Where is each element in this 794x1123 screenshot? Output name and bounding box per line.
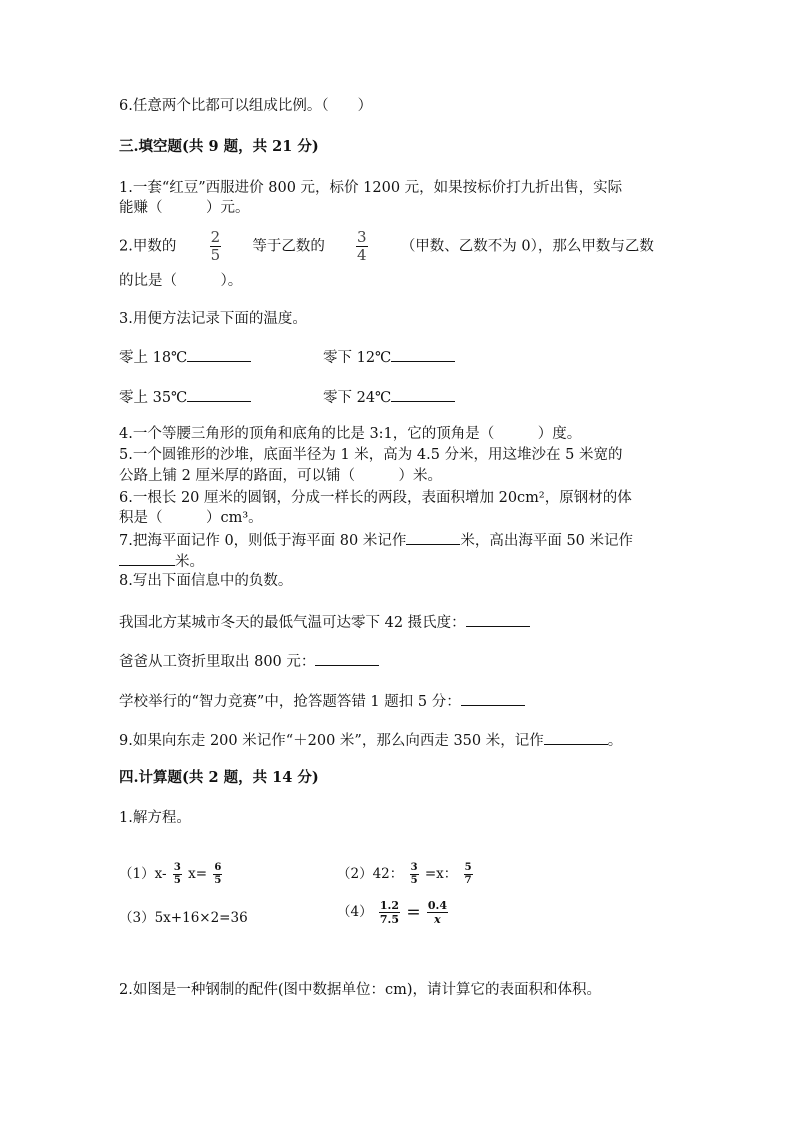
temperature-item-4: 零下 24℃ bbox=[323, 386, 455, 407]
calc-q2: 2.如图是一种钢制的配件(图中数据单位：cm)，请计算它的表面积和体积。 bbox=[119, 982, 602, 998]
answer-blank[interactable] bbox=[119, 550, 175, 566]
fill-q6-line1: 6.一根长 20 厘米的圆钢，分成一样长的两段，表面积增加 20cm²，原钢材的体 bbox=[119, 490, 632, 506]
answer-blank[interactable] bbox=[461, 690, 525, 706]
fraction-two-fifths: $\frac{2}{5}$ bbox=[210, 228, 221, 264]
fraction-three-fifths: $\frac{3}{5}$ bbox=[410, 862, 418, 886]
temperature-item-1: 零上 18℃ bbox=[119, 346, 251, 367]
equation-1: （1）x- $\frac{3}{5}$ x= $\frac{6}{5}$ bbox=[119, 862, 222, 886]
answer-blank[interactable] bbox=[466, 611, 530, 627]
fill-q1-line1: 1.一套“红豆”西服进价 800 元，标价 1200 元，如果按标价打九折出售，实际 bbox=[119, 180, 623, 196]
fill-q3: 3.用便方法记录下面的温度。 bbox=[119, 311, 307, 327]
fill-q2-prefix: 2.甲数的 bbox=[119, 238, 177, 255]
temperature-item-3: 零上 35℃ bbox=[119, 386, 251, 407]
fill-q8-item1: 我国北方某城市冬天的最低气温可达零下 42 摄氏度： bbox=[119, 611, 530, 633]
equation-3: （3）5x+16×2=36 bbox=[119, 910, 248, 926]
fill-q8: 8.写出下面信息中的负数。 bbox=[119, 573, 293, 589]
fill-q2-mid: 等于乙数的 bbox=[252, 238, 325, 255]
fill-q4: 4.一个等腰三角形的顶角和底角的比是 3:1，它的顶角是（ ）度。 bbox=[119, 426, 582, 442]
answer-blank[interactable] bbox=[544, 729, 608, 745]
fill-q8-item2: 爸爸从工资折里取出 800 元： bbox=[119, 650, 379, 672]
answer-blank[interactable] bbox=[315, 650, 379, 666]
fill-q6-line2: 积是（ ）cm³。 bbox=[119, 510, 263, 526]
fill-q1-line2: 能赚（ ）元。 bbox=[119, 200, 250, 216]
equation-4: （4） $\frac{1.2}{7.5}$ = $\frac{0.4}{x}$ bbox=[337, 899, 448, 926]
fill-q9: 9.如果向东走 200 米记作“＋200 米”，那么向西走 350 米，记作 。 bbox=[119, 729, 622, 751]
answer-blank[interactable] bbox=[391, 386, 455, 402]
section-3-heading: 三.填空题(共 9 题，共 21 分) bbox=[119, 138, 319, 155]
fill-q5-line2: 公路上铺 2 厘米厚的路面，可以铺（ ）米。 bbox=[119, 468, 442, 484]
fraction-three-fourths: $\frac{3}{4}$ bbox=[357, 228, 367, 264]
fill-q5-line1: 5.一个圆锥形的沙堆，底面半径为 1 米，高为 4.5 分米，用这堆沙在 5 米宽的 bbox=[119, 447, 623, 463]
fraction-six-fifths: $\frac{6}{5}$ bbox=[214, 862, 222, 886]
fill-q2-suffix: （甲数、乙数不为 0），那么甲数与乙数 bbox=[400, 238, 654, 255]
fraction-0-4-over-x: $\frac{0.4}{x}$ bbox=[427, 899, 448, 926]
fraction-three-fifths: $\frac{3}{5}$ bbox=[173, 862, 181, 886]
equation-2: （2）42： $\frac{3}{5}$ =x： $\frac{5}{7}$ bbox=[337, 862, 472, 886]
section-4-heading: 四.计算题(共 2 题，共 14 分) bbox=[119, 769, 319, 786]
answer-blank[interactable] bbox=[406, 529, 460, 545]
true-false-question-6: 6.任意两个比都可以组成比例。（ ） bbox=[119, 98, 373, 114]
calc-q1: 1.解方程。 bbox=[119, 810, 191, 826]
fill-q8-item3: 学校举行的“智力竞赛”中，抢答题答错 1 题扣 5 分： bbox=[119, 690, 525, 712]
answer-blank[interactable] bbox=[391, 346, 455, 362]
fill-q7-line2: 米。 bbox=[119, 550, 204, 572]
fill-q2-line2: 的比是（ ）。 bbox=[119, 273, 243, 289]
answer-blank[interactable] bbox=[187, 386, 251, 402]
fraction-1-2-over-7-5: $\frac{1.2}{7.5}$ bbox=[379, 899, 400, 926]
fraction-five-sevenths: $\frac{5}{7}$ bbox=[464, 862, 472, 886]
answer-blank[interactable] bbox=[187, 346, 251, 362]
temperature-item-2: 零下 12℃ bbox=[323, 346, 455, 367]
fill-q2-line1 bbox=[119, 230, 654, 263]
fill-q7-line1: 7.把海平面记作 0，则低于海平面 80 米记作 米，高出海平面 50 米记作 bbox=[119, 529, 633, 551]
